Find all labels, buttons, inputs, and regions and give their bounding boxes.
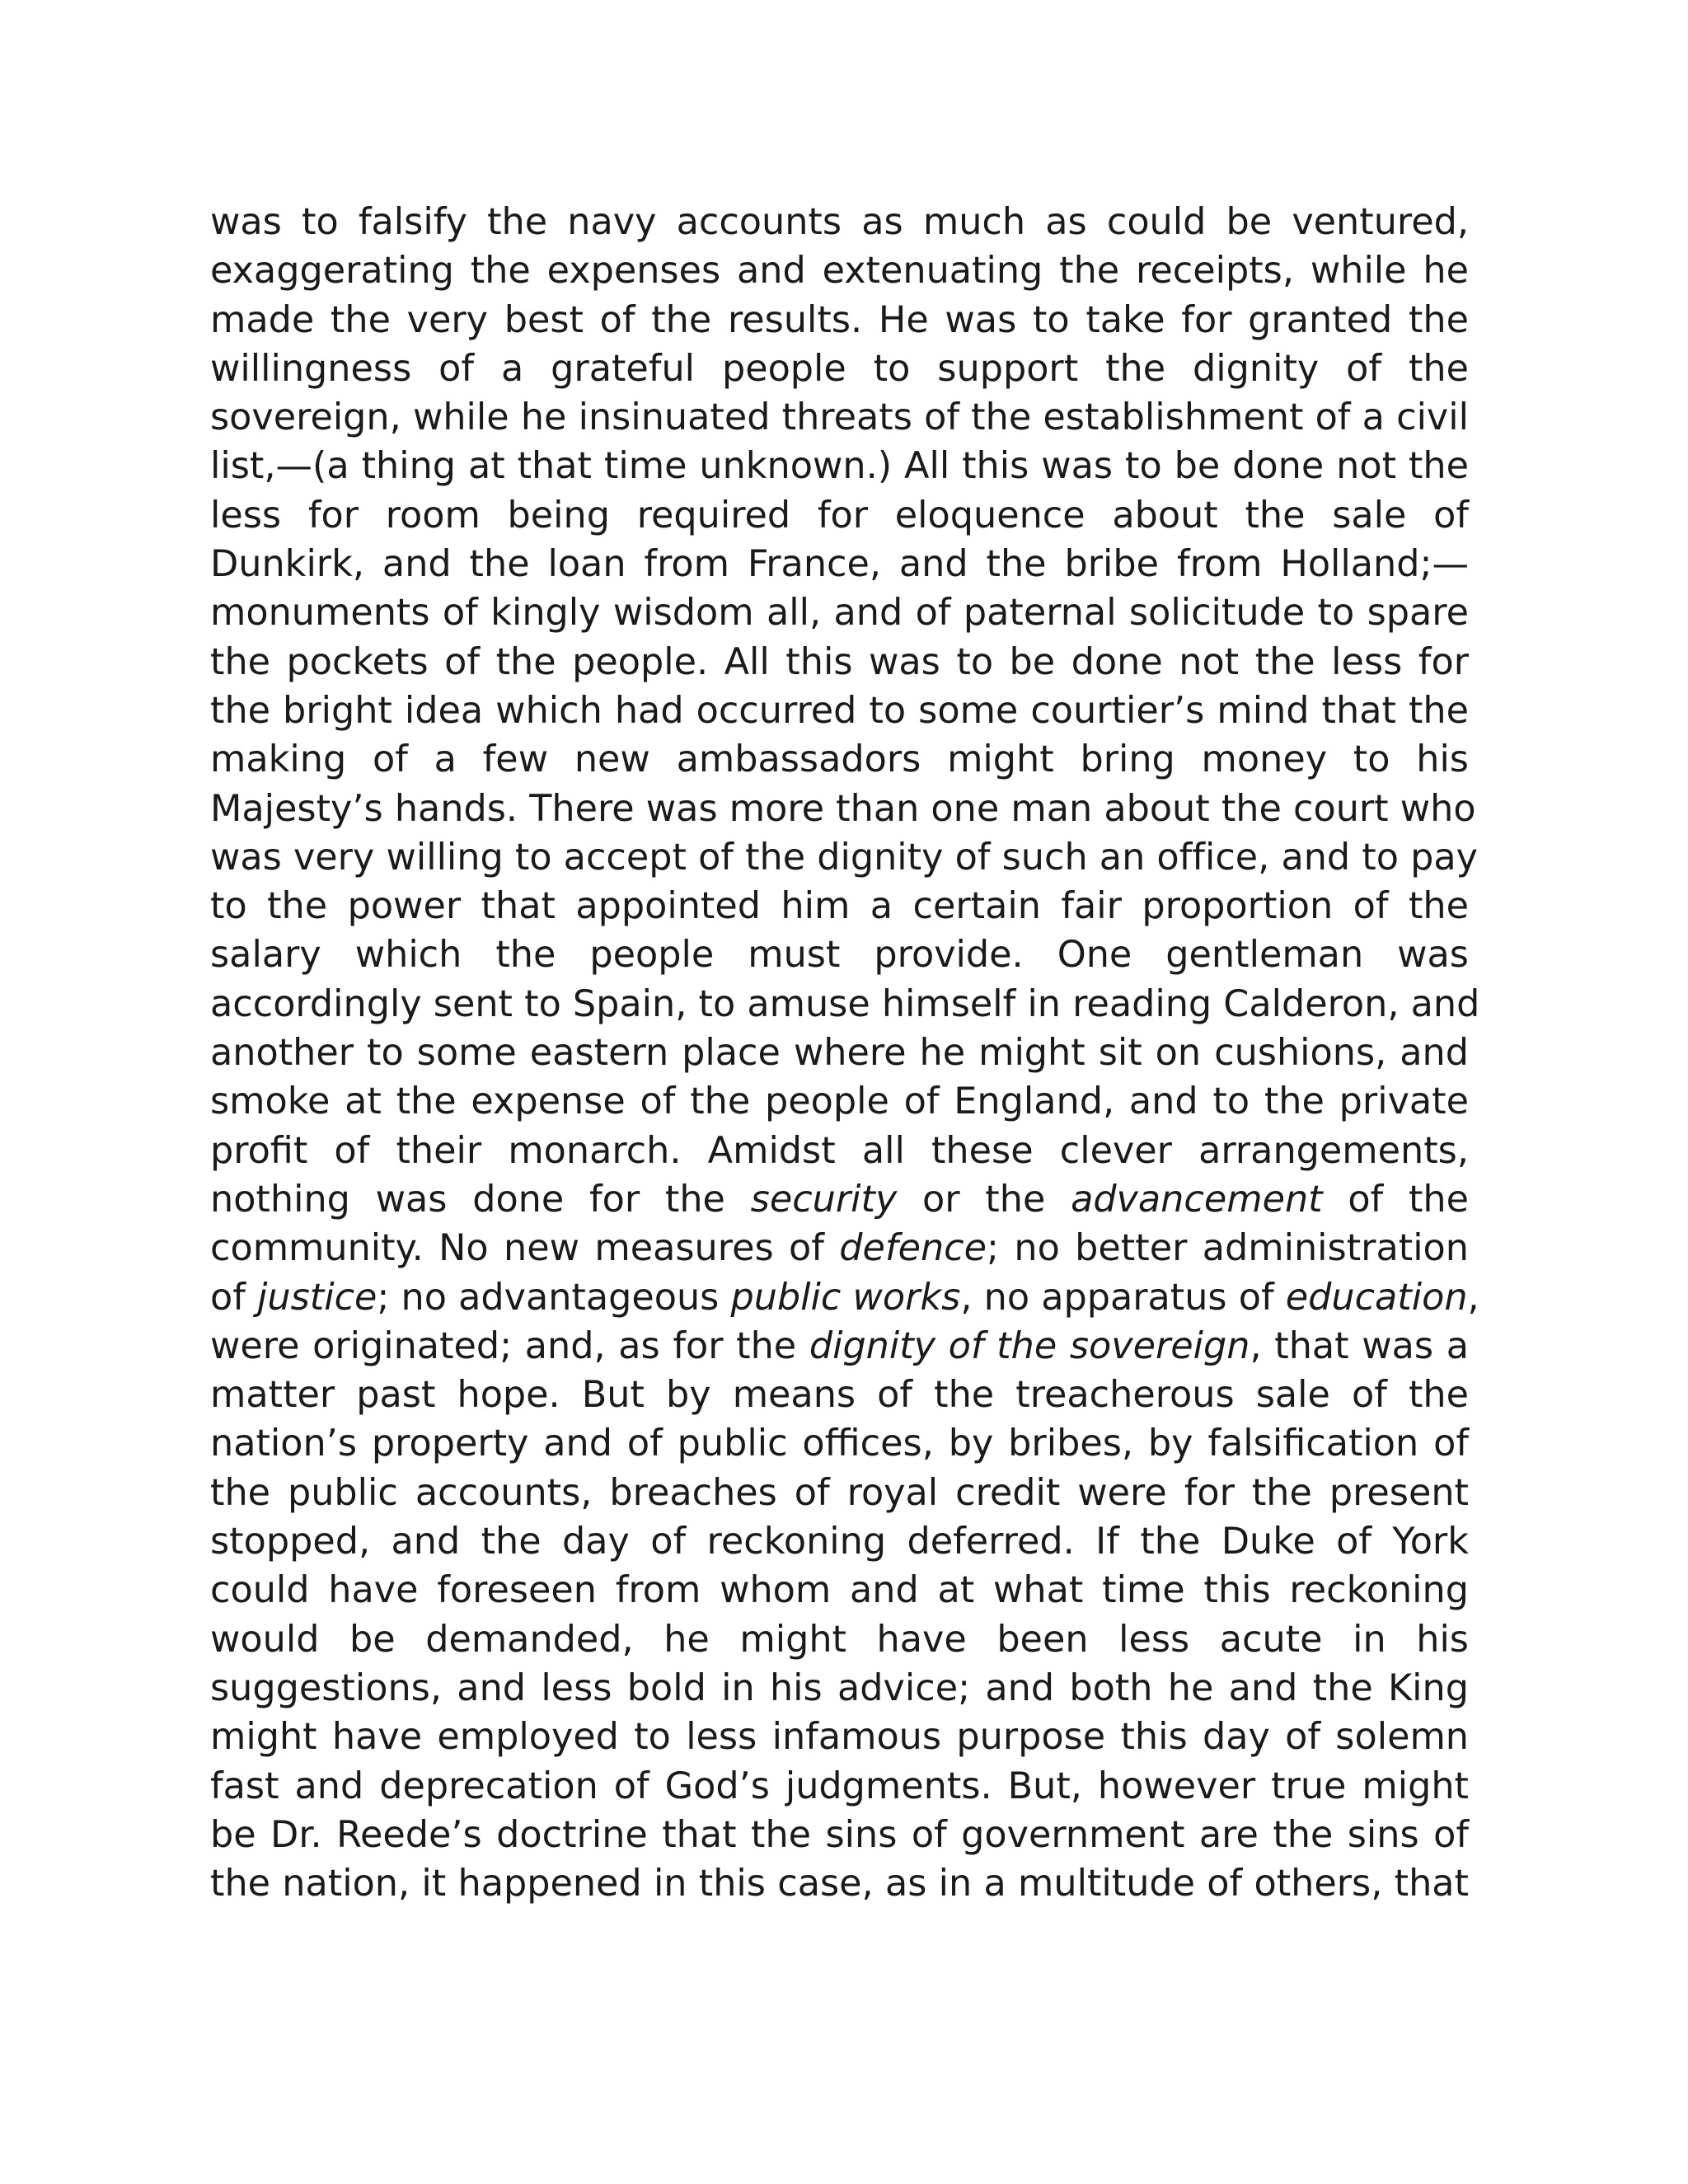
text-line — [210, 833, 1478, 882]
text-run: ; no better administration — [987, 1227, 1469, 1270]
text-line — [210, 296, 1469, 344]
italic-text: public works — [730, 1276, 961, 1319]
text-run: the nation, it happened in this case, as in a multitude of others, that — [210, 1863, 1469, 1905]
text-line — [210, 491, 1469, 540]
text-line — [210, 393, 1469, 442]
text-line — [210, 198, 1469, 246]
text-line — [210, 785, 1476, 833]
text-run: be Dr. Reede’s doctrine that the sins of government are the sins of — [210, 1813, 1469, 1856]
italic-text: advancement — [1071, 1178, 1323, 1221]
text-run: profit of their monarch. Amidst all these clever arrangements, — [210, 1129, 1469, 1172]
text-line — [210, 1469, 1469, 1517]
text-run: , that was a — [1250, 1324, 1469, 1367]
text-line — [210, 1811, 1469, 1859]
text-run: community. No new measures of — [210, 1227, 840, 1270]
text-run: suggestions, and less bold in his advice; and both he and the King — [210, 1666, 1469, 1709]
text-run: stopped, and the day of reckoning deferred. If the Duke of York — [210, 1521, 1469, 1563]
text-line — [210, 1224, 1469, 1272]
text-run: monuments of kingly wisdom all, and of paternal solicitude to spare — [210, 592, 1469, 635]
text-line — [210, 638, 1469, 687]
text-run: exaggerating the expenses and extenuating the receipts, while he — [210, 250, 1469, 293]
text-run: accordingly sent to Spain, to amuse himself in reading Calderon, and — [210, 982, 1480, 1025]
text-line — [210, 930, 1469, 979]
text-line — [210, 687, 1469, 735]
text-run: sovereign, while he insinuated threats of the establishment of a civil — [210, 396, 1469, 439]
text-run: to the power that appointed him a certain fair proportion of the — [210, 885, 1469, 928]
italic-text: security — [750, 1178, 898, 1221]
text-line — [210, 1615, 1469, 1664]
italic-text: justice — [257, 1276, 377, 1319]
italic-text: education — [1285, 1276, 1468, 1319]
text-run: or the — [897, 1178, 1071, 1221]
text-run: , — [1467, 1276, 1479, 1319]
text-run: less for room being required for eloquence about the sale of — [210, 494, 1469, 537]
text-run: nothing was done for the — [210, 1178, 751, 1221]
text-run: would be demanded, he might have been less acute in his — [210, 1618, 1469, 1661]
text-line — [210, 1371, 1469, 1419]
text-run: smoke at the expense of the people of England, and to the private — [210, 1080, 1469, 1123]
text-run: was very willing to accept of the dignity of such an office, and to pay — [210, 836, 1478, 879]
text-line — [210, 1322, 1469, 1371]
text-line — [210, 1175, 1469, 1224]
text-run: making of a few new ambassadors might bring money to his — [210, 738, 1469, 781]
text-run: might have employed to less infamous purpose this day of solemn — [210, 1716, 1469, 1759]
text-run: Majesty’s hands. There was more than one man about the court who — [210, 787, 1476, 830]
text-run: nation’s property and of public offices, by bribes, by falsification of — [210, 1422, 1469, 1465]
text-run: Dunkirk, and the loan from France, and the bribe from Holland;— — [210, 543, 1469, 586]
text-line — [210, 1566, 1469, 1615]
text-run: of — [210, 1276, 258, 1319]
text-line — [210, 1859, 1469, 1908]
text-line — [210, 1127, 1469, 1175]
body-text — [210, 198, 1480, 1908]
text-line — [210, 344, 1469, 393]
text-run: the bright idea which had occurred to some courtier’s mind that the — [210, 689, 1469, 732]
text-run: , no apparatus of — [960, 1276, 1286, 1319]
text-run: was to falsify the navy accounts as much as could be ventured, — [210, 201, 1469, 243]
text-run: could have foreseen from whom and at what time this reckoning — [210, 1569, 1469, 1612]
text-run: the public accounts, breaches of royal credit were for the present — [210, 1471, 1469, 1514]
text-run: matter past hope. But by means of the treacherous sale of the — [210, 1374, 1469, 1417]
text-line — [210, 588, 1469, 637]
text-run: willingness of a grateful people to support the dignity of the — [210, 347, 1469, 390]
italic-text: dignity of the sovereign — [809, 1324, 1250, 1367]
text-run: salary which the people must provide. One gentleman was — [210, 934, 1469, 977]
text-line — [210, 442, 1469, 490]
text-run: another to some eastern place where he might sit on cushions, and — [210, 1032, 1469, 1075]
text-line — [210, 1419, 1469, 1468]
text-line — [210, 1029, 1469, 1077]
text-line — [210, 980, 1480, 1029]
text-line — [210, 1273, 1479, 1322]
text-run: the pockets of the people. All this was to be done not the less for — [210, 640, 1469, 683]
text-run: list,—(a thing at that time unknown.) All this was to be done not the — [210, 445, 1469, 488]
text-line — [210, 1517, 1469, 1566]
text-run: ; no advantageous — [377, 1276, 731, 1319]
text-line — [210, 540, 1469, 588]
italic-text: defence — [839, 1227, 987, 1270]
text-run: were originated; and, as for the — [210, 1324, 809, 1367]
text-line — [210, 882, 1469, 930]
text-line — [210, 735, 1469, 784]
text-line — [210, 246, 1469, 295]
text-line — [210, 1762, 1469, 1811]
text-run: fast and deprecation of God’s judgments. But, however true might — [210, 1765, 1469, 1807]
text-run: of the — [1322, 1178, 1469, 1221]
text-run: made the very best of the results. He was to take for granted the — [210, 298, 1469, 341]
text-line — [210, 1077, 1469, 1126]
text-line — [210, 1664, 1469, 1713]
text-line — [210, 1713, 1469, 1761]
